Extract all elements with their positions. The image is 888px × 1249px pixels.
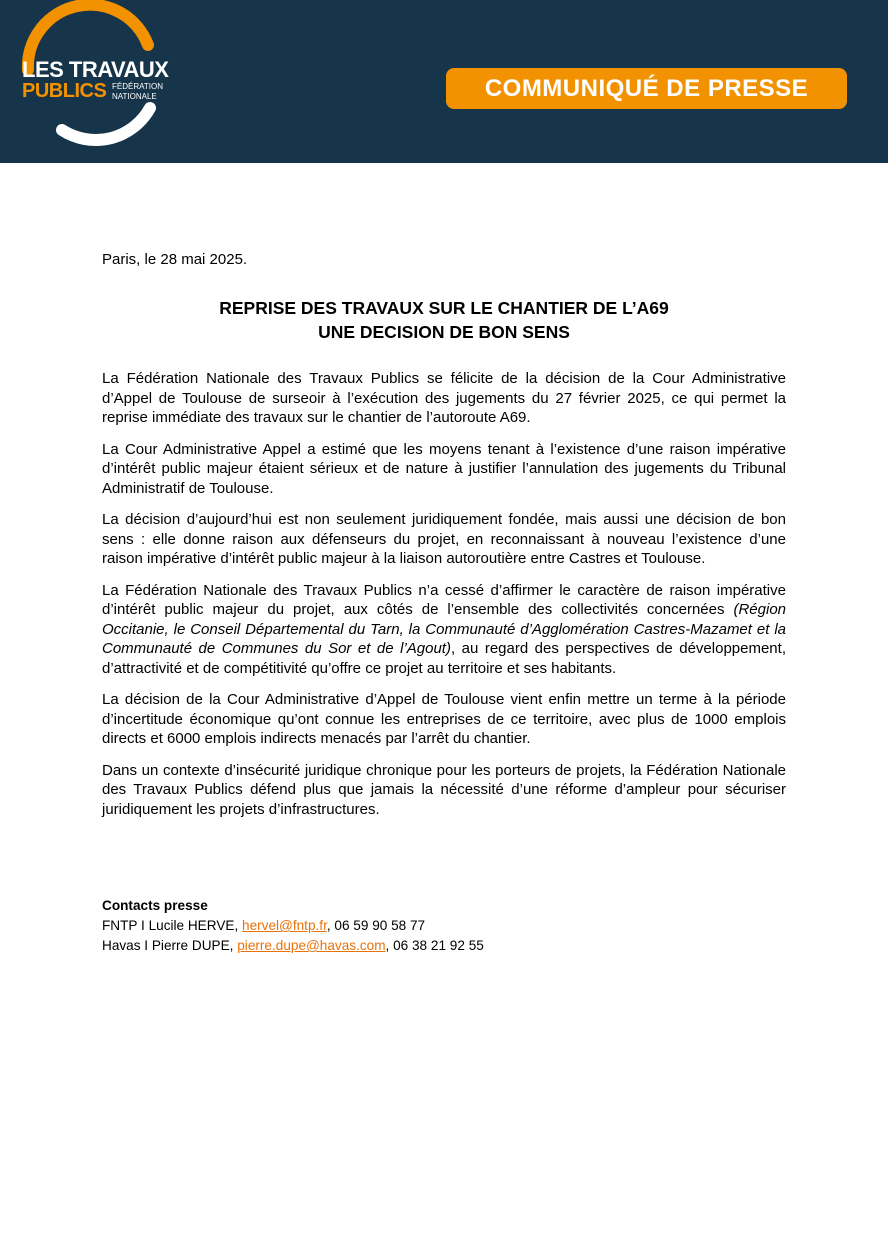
paragraph-6: Dans un contexte d’insécurité juridique chronique pour les porteurs de projets, la Fédération Nationale des Travaux Publics défend plus que jamais la nécessité d’une réforme d’ampleur pour sécuriser juridiquement les projets d’infrastructures. [102,761,786,818]
contact-fntp-name: FNTP I Lucile HERVE, [102,918,243,933]
paragraph-4-italic: (Région Occitanie, le Conseil Départemental du Tarn, la Communauté d’Agglomération Castres-Mazamet et la Communauté de Communes du Sor et de l’Agout) [102,601,786,657]
contact-havas-email-link[interactable]: pierre.dupe@havas.com [237,938,386,953]
paragraph-4-start: La Fédération Nationale des Travaux Publics n’a cessé d’affirmer le caractère de raison impérative d’intérêt public majeur du projet, aux côtés de l’ensemble des collectivités concernées [102,581,786,618]
contact-fntp [102,916,786,936]
header-banner [0,0,888,163]
contacts-heading: Contacts presse [102,898,208,913]
contact-fntp-phone: , 06 59 90 58 77 [326,918,426,933]
logo-text-line1: LES TRAVAUX [22,57,169,82]
title-line-2: UNE DECISION DE BON SENS [318,322,570,342]
paragraph-5: La décision de la Cour Administrative d’Appel de Toulouse vient enfin mettre un terme à la période d’incertitude économique qu’ont connue les entreprises de ce territoire, avec plus de 1000 emplois directs et 6000 emplois indirects menacés par l’arrêt du chantier. [102,691,786,747]
document-body [102,369,786,831]
press-release-badge: COMMUNIQUÉ DE PRESSE [446,68,847,109]
paragraph-4-end: , au regard des perspectives de développement, d’attractivité et de compétitivité qu’offre ce projet au territoire et ses habitants. [102,640,786,677]
contact-fntp-email-link[interactable]: hervel@fntp.fr [242,918,327,933]
fntp-logo [0,0,190,163]
press-contacts [102,896,786,956]
contact-havas [102,936,786,956]
document-date: Paris, le 28 mai 2025. [102,251,248,268]
document-title [102,296,786,344]
title-line-1: REPRISE DES TRAVAUX SUR LE CHANTIER DE L’A69 [219,298,669,318]
paragraph-4 [102,581,786,679]
logo-subtext-1: FÉDÉRATION [112,82,163,91]
paragraph-1: La Fédération Nationale des Travaux Publics se félicite de la décision de la Cour Administrative d’Appel de Toulouse de surseoir à l’exécution des jugements du 27 février 2025, ce qui permet la reprise immédiate des travaux sur le chantier de l’autoroute A69. [102,370,786,426]
contact-havas-name: Havas I Pierre DUPE, [102,938,238,953]
paragraph-3: La décision d’aujourd’hui est non seulement juridiquement fondée, mais aussi une décision de bon sens : elle donne raison aux défenseurs du projet, en reconnaissant à nouveau l’existence d’une raison impérative d’intérêt public majeur à la liaison autoroutière entre Castres et Toulouse. [102,511,786,567]
logo-subtext-2: NATIONALE [112,92,157,101]
contact-havas-phone: , 06 38 21 92 55 [385,938,484,953]
paragraph-2: La Cour Administrative Appel a estimé que les moyens tenant à l’existence d’une raison impérative d’intérêt public majeur étaient sérieux et de nature à justifier l’annulation des jugements du Tribunal Administratif de Toulouse. [102,440,786,497]
logo-text-line2: PUBLICS [22,80,107,102]
